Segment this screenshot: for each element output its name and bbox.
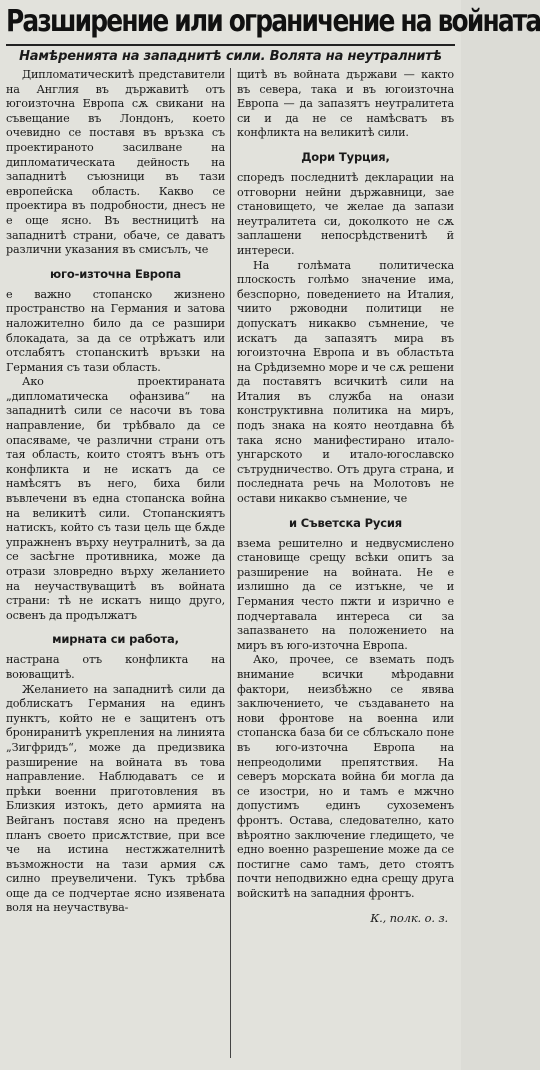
headline-rule	[6, 44, 455, 46]
subheadline: Намѣренията на западнитѣ сили. Волята на неутралнитѣ	[19, 49, 442, 64]
left-column	[6, 68, 230, 1058]
right-paragraph-2: споредъ последнитѣ декларации на отговорни нейни държавници, зае становището, че желае да запази неутралитета си, доколкото не сѫ заплашени непосрѣдственитѣ й интереси.	[237, 170, 454, 257]
headline: Разширение или ограничение на войната	[6, 4, 540, 39]
left-paragraph-3: Ако проектираната „дипломатическа офанзива“ на западнитѣ сили се насочи въ това направление, би трѣбвало да се опасяваме, че различни страни отъ тая область, които стоятъ вънъ отъ конфликта и не искатъ да се намѣсятъ въ него, биха били въвлечени въ една стопанска война на великитѣ сили. Стопанскиятъ натискъ, който съ тази цель ще бѫде упражненъ върху неутралнитѣ, за да се засѣгне противника, може да отрази зловредно върху желанието на неучаствуващитѣ въ войната страни: тѣ не искатъ нищо друго, освенъ да продължатъ	[6, 375, 225, 622]
right-paragraph-1: щитѣ въ войната държави — както въ севера, така и въ югоизточна Европа — да запазятъ неутралитета си и да не се намѣсватъ въ конфликта на великитѣ сили.	[237, 68, 454, 140]
author-signature: К., полк. о. з.	[370, 911, 448, 926]
right-section-heading-2: и Съветска Русия	[288, 515, 403, 530]
left-section-heading-1: юго-източна Европа	[49, 266, 182, 281]
left-section-heading-2: мирната си работа,	[52, 632, 179, 647]
left-paragraph-5: Желанието на западнитѣ сили да доблискатъ Германия на единъ пунктъ, който не е защитенъ отъ брониранитѣ укрепления на линията „Зигфридъ“, може да предизвика разширение на войната въ това направление. Наблюдаватъ се и прѣки военни приготовления въ Близкия изтокъ, дето армията на Вейганъ поставя ясно на преденъ планъ своето присѫтствие, при все че на истина нестжжателнитѣ възможности на тази армия сѫ силно преувеличени. Тукъ трѣбва още да се подчертае ясно изявената воля на неучаствува-	[6, 682, 225, 915]
left-paragraph-4: настрана отъ конфликта на воюващитѣ.	[6, 653, 225, 681]
left-paragraph-1: Дипломатическитѣ представители на Англия въ държавитѣ отъ югоизточна Европа сѫ свикани на съвещание въ Лондонъ, което очевидно се поставя въ връзка съ проектираното засилване на дипломатическата дейность на западнитѣ съюзници въ тази европейска область. Какво се проектира въ подробности, днесъ не е още ясно. Въ вестницитѣ на западнитѣ страни, обаче, се даватъ различни указания въ смисълъ, че	[6, 68, 225, 257]
right-paragraph-3: На голѣмата политическа плоскость голѣмо значение има, безспорно, поведението на Италия, чиито ржоводни политици не допускатъ никакво съмнение, че искатъ да запазятъ мира въ югоизточна Европа и въ областьта на Срѣдиземно море и че сѫ решени да поставятъ всичкитѣ сили на Италия въ служба на онази конструктивна политика на миръ, подъ знака на която неотдавна бѣ така ясно манифестирано итало-унгарското и итало-югославско сътрудничество. Отъ друга страна, и последната речь на Молотовъ не остави никакво съмнение, че	[237, 258, 454, 506]
article-columns	[6, 68, 455, 1058]
right-column	[230, 68, 454, 1058]
right-paragraph-4: взема решително и недвусмислено становище срещу всѣки опитъ за разширение на войната. Не е излишно да се изтъкне, че и Германия често пжти и изрично е подчертавала интереса си за запазването на положението на миръ въ юго-източна Европа.	[237, 536, 454, 652]
right-paragraph-5: Ако, прочее, се вземать подъ внимание всички мѣродавни фактори, неизбѣжно се явява заключението, че създаването на нови фронтове на военна или стопанска база би се сблъскало поне въ юго-източна Европа на непреодолими препятствия. На северъ морската война би могла да се изостри, но и тамъ е мжчно допустимъ единъ сухоземенъ фронтъ. Остава, следователно, като вѣроятно заключение гледището, че едно военно разрешение може да се постигне само тамъ, дето стоятъ почти неподвижно една срещу друга войскитѣ на западния фронтъ.	[237, 653, 454, 900]
left-paragraph-2: е важно стопанско жизнено пространство на Германия и затова наложително било да се разшири блокадата, за да се отрѣжатъ или отслабятъ стопанскитѣ връзки на Германия съ тази область.	[6, 287, 225, 374]
right-section-heading-1: Дори Турция,	[301, 149, 390, 164]
